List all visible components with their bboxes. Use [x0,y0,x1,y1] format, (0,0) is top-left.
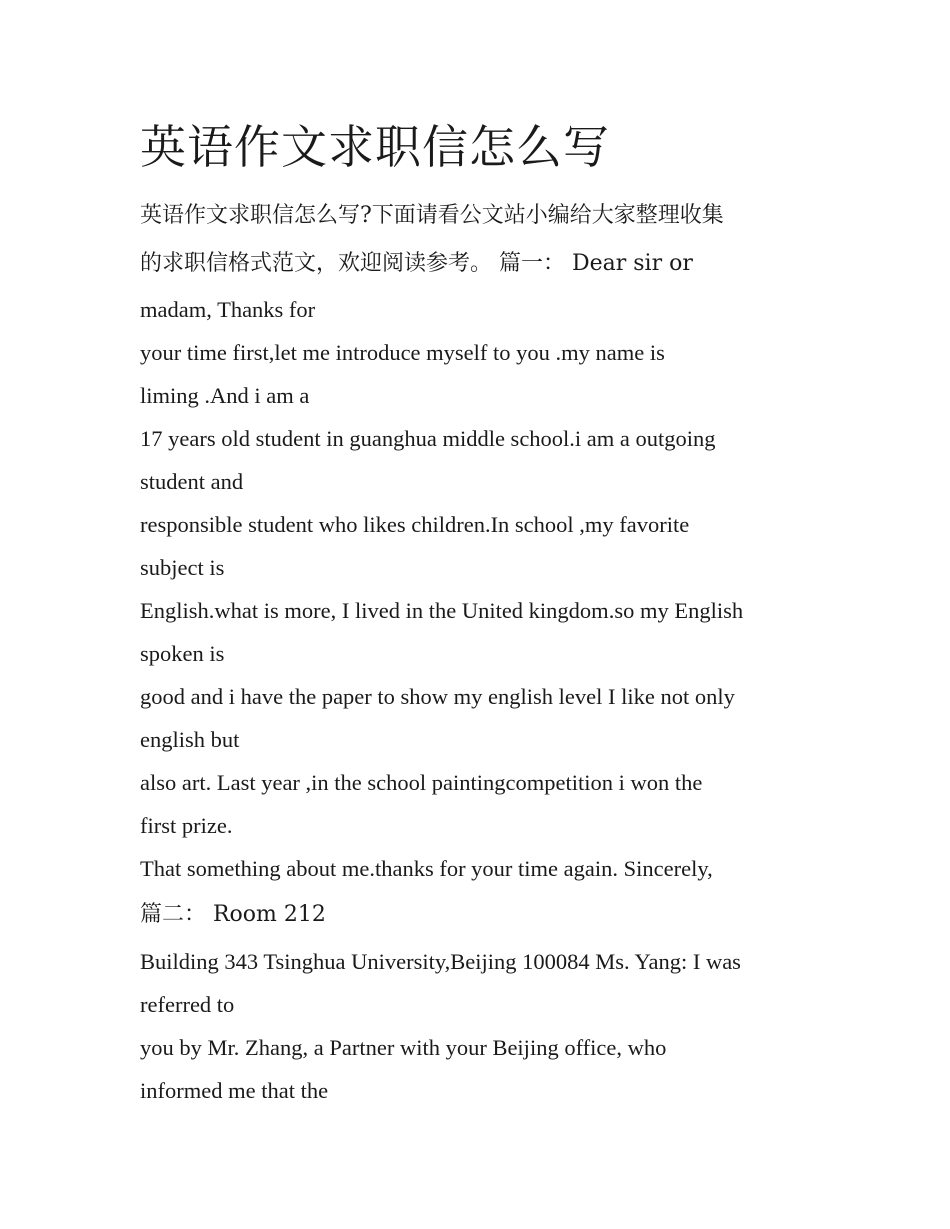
body-line: 的求职信格式范文，欢迎阅读参考。 篇一： Dear sir or [140,251,693,276]
body-line: subject is [140,555,225,580]
body-line: also art. Last year ,in the school paintingcompetition i won the [140,770,703,795]
body-line: your time first,let me introduce myself to you .my name is [140,340,665,365]
body-line: liming .And i am a [140,383,310,408]
body-line: madam, Thanks for [140,297,316,322]
body-line: you by Mr. Zhang, a Partner with your Beijing office, who [140,1035,667,1060]
document-body [140,192,820,1112]
body-line: student and [140,469,244,494]
document-page [140,112,820,1112]
body-line: 英语作文求职信怎么写?下面请看公文站小编给大家整理收集 [140,203,724,228]
body-line: responsible student who likes children.In school ,my favorite [140,512,690,537]
body-line: 篇二： Room 212 [140,902,326,927]
body-line: That something about me.thanks for your time again. Sincerely, [140,856,713,881]
body-line: first prize. [140,813,233,838]
body-line: English.what is more, I lived in the United kingdom.so my English [140,598,744,623]
body-line: referred to [140,992,235,1017]
body-line: spoken is [140,641,225,666]
body-line: good and i have the paper to show my english level I like not only [140,684,735,709]
document-title: 英语作文求职信怎么写 [140,120,610,174]
body-line: informed me that the [140,1078,329,1103]
body-line: english but [140,727,240,752]
body-line: Building 343 Tsinghua University,Beijing 100084 Ms. Yang: I was [140,949,741,974]
body-line: 17 years old student in guanghua middle school.i am a outgoing [140,426,716,451]
